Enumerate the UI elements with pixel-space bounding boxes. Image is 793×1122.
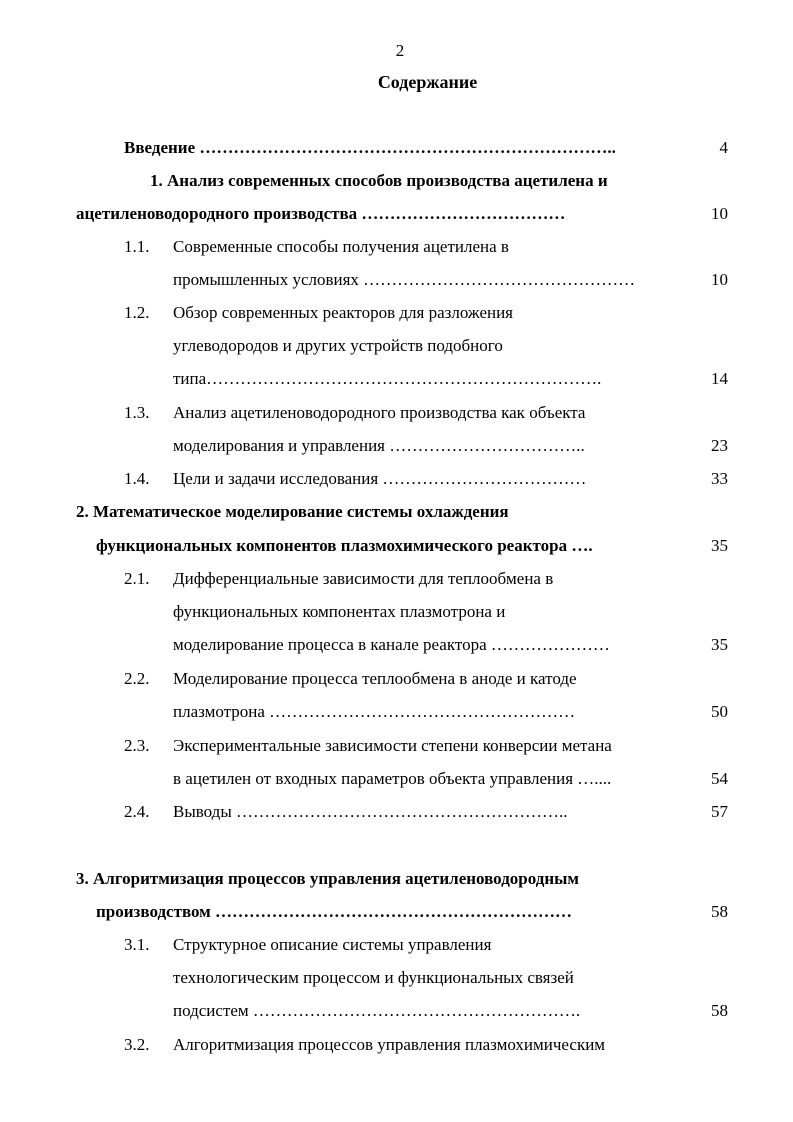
toc-ch2-line2: функциональных компонентов плазмохимического реактора …. [96, 536, 593, 555]
toc-s1-1-line1: Современные способы получения ацетилена в [173, 237, 509, 256]
toc-s2-4-page: 57 [711, 802, 728, 821]
toc-s1-3-page: 23 [711, 436, 728, 455]
toc-s1-2-line1: Обзор современных реакторов для разложения [173, 303, 513, 322]
toc-s2-1-line2: функциональных компонентах плазмотрона и [173, 602, 506, 621]
toc-intro-page: 4 [719, 138, 728, 157]
toc-ch1-line2: ацетиленоводородного производства ……………………………… [76, 204, 566, 223]
toc-s3-1-line2: технологическим процессом и функциональных связей [173, 968, 574, 987]
toc-s1-1-num: 1.1. [124, 237, 150, 256]
toc-s2-1-num: 2.1. [124, 569, 150, 588]
toc-s2-2-line1: Моделирование процесса теплообмена в аноде и катоде [173, 669, 577, 688]
toc-ch3-line2: производством ……………………………………………………… [96, 902, 573, 921]
toc-s3-1-num: 3.1. [124, 935, 150, 954]
toc-ch1-line1: 1. Анализ современных способов производства ацетилена и [150, 171, 608, 190]
toc-s2-2-page: 50 [711, 702, 728, 721]
toc-s2-3-page: 54 [711, 769, 728, 788]
toc-ch2-page: 35 [711, 536, 728, 555]
page-title: Содержание [377, 72, 478, 92]
toc-ch3-page: 58 [711, 902, 728, 921]
toc-s1-2-line2: углеводородов и других устройств подобного [173, 336, 503, 355]
toc-s2-1-line3: моделирование процесса в канале реактора ………………… [173, 635, 610, 654]
toc-s2-1-page: 35 [711, 635, 728, 654]
toc-s3-1-line1: Структурное описание системы управления [173, 935, 492, 954]
toc-s2-2-line2: плазмотрона ……………………………………………… [173, 702, 576, 721]
toc-s1-1-page: 10 [711, 270, 728, 289]
toc-ch2-line1: 2. Математическое моделирование системы охлаждения [76, 502, 509, 521]
toc-s1-4-line1: Цели и задачи исследования ……………………………… [173, 469, 587, 488]
toc-s1-2-line3: типа……………………………………………………………. [173, 369, 602, 388]
toc-intro-text: Введение ……………………………………………………………….. [124, 138, 616, 157]
toc-ch1-page: 10 [711, 204, 728, 223]
toc-s2-4-line1: Выводы ………………………………………………….. [173, 802, 568, 821]
toc-s1-4-num: 1.4. [124, 469, 150, 488]
toc-s1-2-num: 1.2. [124, 303, 150, 322]
toc-s3-2-num: 3.2. [124, 1035, 150, 1054]
toc-ch3-line1: 3. Алгоритмизация процессов управления ацетиленоводородным [76, 869, 580, 888]
page-number: 2 [395, 41, 405, 60]
toc-s2-2-num: 2.2. [124, 669, 150, 688]
toc-s1-1-line2: промышленных условиях ………………………………………… [173, 270, 636, 289]
toc-s3-1-page: 58 [711, 1001, 728, 1020]
toc-s2-3-line2: в ацетилен от входных параметров объекта управления ….... [173, 769, 612, 788]
toc-s2-3-line1: Экспериментальные зависимости степени конверсии метана [173, 736, 612, 755]
toc-s3-2-line1: Алгоритмизация процессов управления плазмохимическим [173, 1035, 606, 1054]
toc-s1-3-line2: моделирования и управления …………………………….. [173, 436, 585, 455]
toc-s2-3-num: 2.3. [124, 736, 150, 755]
toc-s1-4-page: 33 [711, 469, 728, 488]
toc-s2-4-num: 2.4. [124, 802, 150, 821]
toc-s1-3-num: 1.3. [124, 403, 150, 422]
toc-s2-1-line1: Дифференциальные зависимости для теплообмена в [173, 569, 554, 588]
toc-s1-2-page: 14 [711, 369, 728, 388]
toc-s1-3-line1: Анализ ацетиленоводородного производства как объекта [173, 403, 586, 422]
toc-s3-1-line3: подсистем …………………………………………………. [173, 1001, 581, 1020]
